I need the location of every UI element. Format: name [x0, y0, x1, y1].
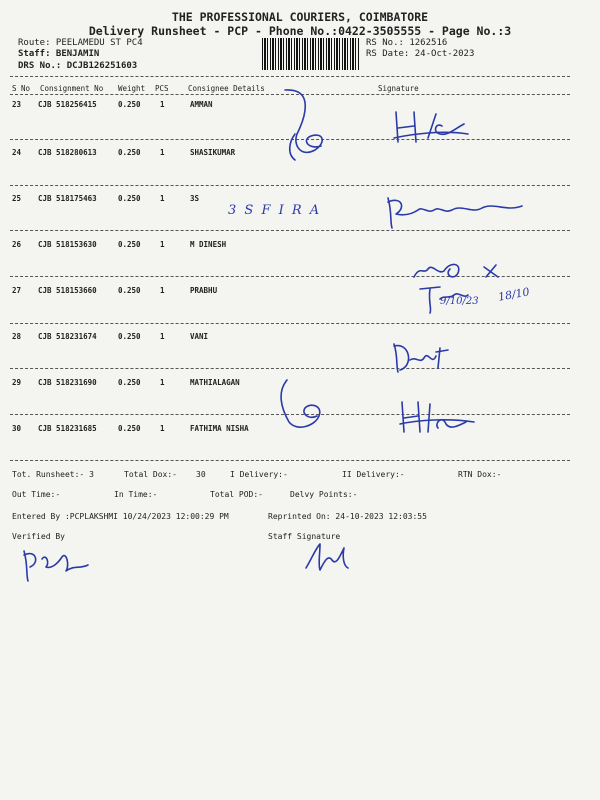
row-sno: 30	[12, 424, 22, 433]
rs-date: RS Date: 24-Oct-2023	[366, 49, 475, 59]
row-consignment-no: CJB 518256415	[38, 100, 97, 109]
handwritten-count: 9/10/23	[440, 296, 479, 307]
total-dox-label: Total Dox:-	[124, 470, 177, 479]
tot-runsheet: Tot. Runsheet:- 3	[12, 470, 94, 479]
row-consignment-no: CJB 518153660	[38, 286, 97, 295]
row-pcs: 1	[160, 332, 165, 341]
row-pcs: 1	[160, 194, 165, 203]
row-consignment-no: CJB 518153630	[38, 240, 97, 249]
row-consignee: PRABHU	[190, 286, 218, 295]
total-dox-value: 30	[196, 470, 206, 479]
row-sno: 28	[12, 332, 22, 341]
document-title: THE PROFESSIONAL COURIERS, COIMBATORE	[171, 10, 429, 24]
row-divider	[10, 460, 570, 461]
staff-signature-label: Staff Signature	[268, 532, 341, 541]
row-consignment-no: CJB 518231690	[38, 378, 97, 387]
signature-row25	[382, 192, 532, 232]
verified-by-label: Verified By	[12, 532, 65, 541]
route-label: Route: PEELAMEDU ST PC4	[18, 38, 143, 48]
row-weight: 0.250	[118, 240, 141, 249]
col-header-sno: S No	[12, 84, 31, 93]
rtn-dox: RTN Dox:-	[458, 470, 502, 479]
row-weight: 0.250	[118, 424, 141, 433]
handwritten-note: 3 S F I R A	[228, 203, 322, 218]
row-consignment-no: CJB 518231685	[38, 424, 97, 433]
row-sno: 27	[12, 286, 22, 295]
in-time: In Time:-	[114, 490, 158, 499]
divider	[10, 76, 570, 77]
reprinted-on: Reprinted On: 24-10-2023 12:03:55	[268, 512, 427, 521]
entered-by: Entered By :PCPLAKSHMI 10/24/2023 12:00:29 PM	[12, 512, 229, 521]
row-weight: 0.250	[118, 194, 141, 203]
row-consignment-no: CJB 518175463	[38, 194, 97, 203]
col-header-weight: Weight	[118, 84, 146, 93]
row-sno: 25	[12, 194, 22, 203]
staff-signature	[302, 540, 352, 575]
out-time: Out Time:-	[12, 490, 61, 499]
row-weight: 0.250	[118, 148, 141, 157]
row-pcs: 1	[160, 240, 165, 249]
drs-number: DRS No.: DCJB126251603	[18, 61, 138, 71]
total-pod: Total POD:-	[210, 490, 263, 499]
handwritten-date: 18/10	[497, 285, 531, 304]
delivery-stamp-scribble	[275, 378, 355, 438]
row-pcs: 1	[160, 100, 165, 109]
row-consignment-no: CJB 518280613	[38, 148, 97, 157]
row-consignee: VANI	[190, 332, 209, 341]
row-consignee: MATHIALAGAN	[190, 378, 240, 387]
row-weight: 0.250	[118, 332, 141, 341]
row-pcs: 1	[160, 148, 165, 157]
row-sno: 24	[12, 148, 22, 157]
col-header-consignee: Consignee Details	[188, 84, 265, 93]
delivery-stamp-scribble	[275, 88, 365, 188]
document-subtitle: Delivery Runsheet - PCP - Phone No.:0422-3505555 - Page No.:3	[88, 24, 512, 38]
row-weight: 0.250	[118, 378, 141, 387]
col-header-pcs: PCS	[155, 84, 169, 93]
delvy-points: Delvy Points:-	[290, 490, 358, 499]
row-sno: 23	[12, 100, 22, 109]
signature-hlc-1	[392, 108, 472, 148]
row-sno: 29	[12, 378, 22, 387]
i-delivery: I Delivery:-	[230, 470, 288, 479]
rs-number: RS No.: 1262516	[366, 38, 448, 48]
verifier-signature	[18, 545, 98, 585]
row-consignee: M DINESH	[190, 240, 227, 249]
row-pcs: 1	[160, 424, 165, 433]
col-header-consignment: Consignment No	[40, 84, 104, 93]
row-consignee: AMMAN	[190, 100, 213, 109]
row-consignee: 3S	[190, 194, 200, 203]
row-consignee: SHASIKUMAR	[190, 148, 236, 157]
ii-delivery: II Delivery:-	[342, 470, 405, 479]
col-header-signature: Signature	[378, 84, 419, 93]
staff-label: Staff: BENJAMIN	[18, 49, 100, 59]
row-pcs: 1	[160, 378, 165, 387]
signature-row28	[388, 338, 458, 378]
row-pcs: 1	[160, 286, 165, 295]
row-weight: 0.250	[118, 100, 141, 109]
row-divider	[10, 368, 570, 369]
row-weight: 0.250	[118, 286, 141, 295]
signature-hlc-2	[398, 398, 478, 438]
barcode	[262, 38, 360, 70]
row-sno: 26	[12, 240, 22, 249]
row-consignment-no: CJB 518231674	[38, 332, 97, 341]
row-consignee: FATHIMA NISHA	[190, 424, 249, 433]
